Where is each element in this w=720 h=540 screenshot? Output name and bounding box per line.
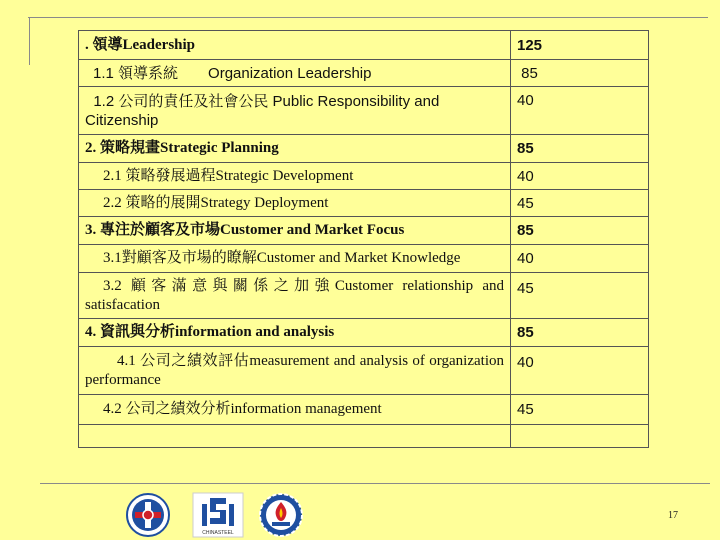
table-row: [79, 217, 649, 245]
footer-logos: [0, 492, 720, 540]
row-value: [511, 425, 649, 448]
score-table: [78, 30, 649, 448]
row-label: . 領導Leadership: [79, 31, 511, 60]
row-label: 4.1 公司之績效評估measurement and analysis of organization performance: [79, 347, 511, 395]
row-value: 85: [511, 319, 649, 347]
row-value: 45: [511, 395, 649, 425]
table-row: [79, 87, 649, 135]
table-row: [79, 163, 649, 190]
table-row: [79, 31, 649, 60]
bottom-divider-line: [40, 483, 710, 484]
row-label: 1.2 公司的責任及社會公民 Public Responsibility and Citizenship: [79, 87, 511, 135]
table-row: [79, 425, 649, 448]
gear-emblem-logo-icon: [255, 492, 307, 538]
row-label: 4. 資訊與分析information and analysis: [79, 319, 511, 347]
row-label: [79, 425, 511, 448]
table-row: [79, 135, 649, 163]
table-row: [79, 395, 649, 425]
row-label: [79, 60, 511, 87]
row-value: 125: [511, 31, 649, 60]
row-label: 2. 策略規畫Strategic Planning: [79, 135, 511, 163]
table-row: [79, 60, 649, 87]
row-value: 85: [511, 135, 649, 163]
table-row: [79, 273, 649, 319]
table-row: [79, 347, 649, 395]
page-number: 17: [668, 510, 678, 521]
row-value: 40: [511, 347, 649, 395]
row-value: 85: [511, 60, 649, 87]
row-label: 2.2 策略的展開Strategy Deployment: [79, 190, 511, 217]
left-divider-line: [29, 17, 30, 65]
row-value: 45: [511, 273, 649, 319]
row-label: 3.2 顧客滿意與關係之加強Customer relationship and satisfacation: [79, 273, 511, 319]
row-label: 4.2 公司之績效分析information management: [79, 395, 511, 425]
row-value: 40: [511, 163, 649, 190]
row-value: 85: [511, 217, 649, 245]
logo-caption: CHINASTEEL: [202, 530, 234, 536]
row-label: 3. 專注於顧客及市場Customer and Market Focus: [79, 217, 511, 245]
table-row: [79, 245, 649, 273]
table-row: [79, 190, 649, 217]
row-label-en: Organization Leadership: [208, 64, 372, 82]
table-row: [79, 319, 649, 347]
chinasteel-logo-icon: [192, 492, 244, 538]
row-label-cn: 1.1 領導系統: [93, 64, 179, 82]
row-value: 45: [511, 190, 649, 217]
top-divider-line: [28, 17, 708, 18]
row-label: 3.1對顧客及市場的瞭解Customer and Market Knowledge: [79, 245, 511, 273]
row-label: 2.1 策略發展過程Strategic Development: [79, 163, 511, 190]
emblem-logo-icon: [122, 492, 174, 538]
row-value: 40: [511, 87, 649, 135]
row-value: 40: [511, 245, 649, 273]
